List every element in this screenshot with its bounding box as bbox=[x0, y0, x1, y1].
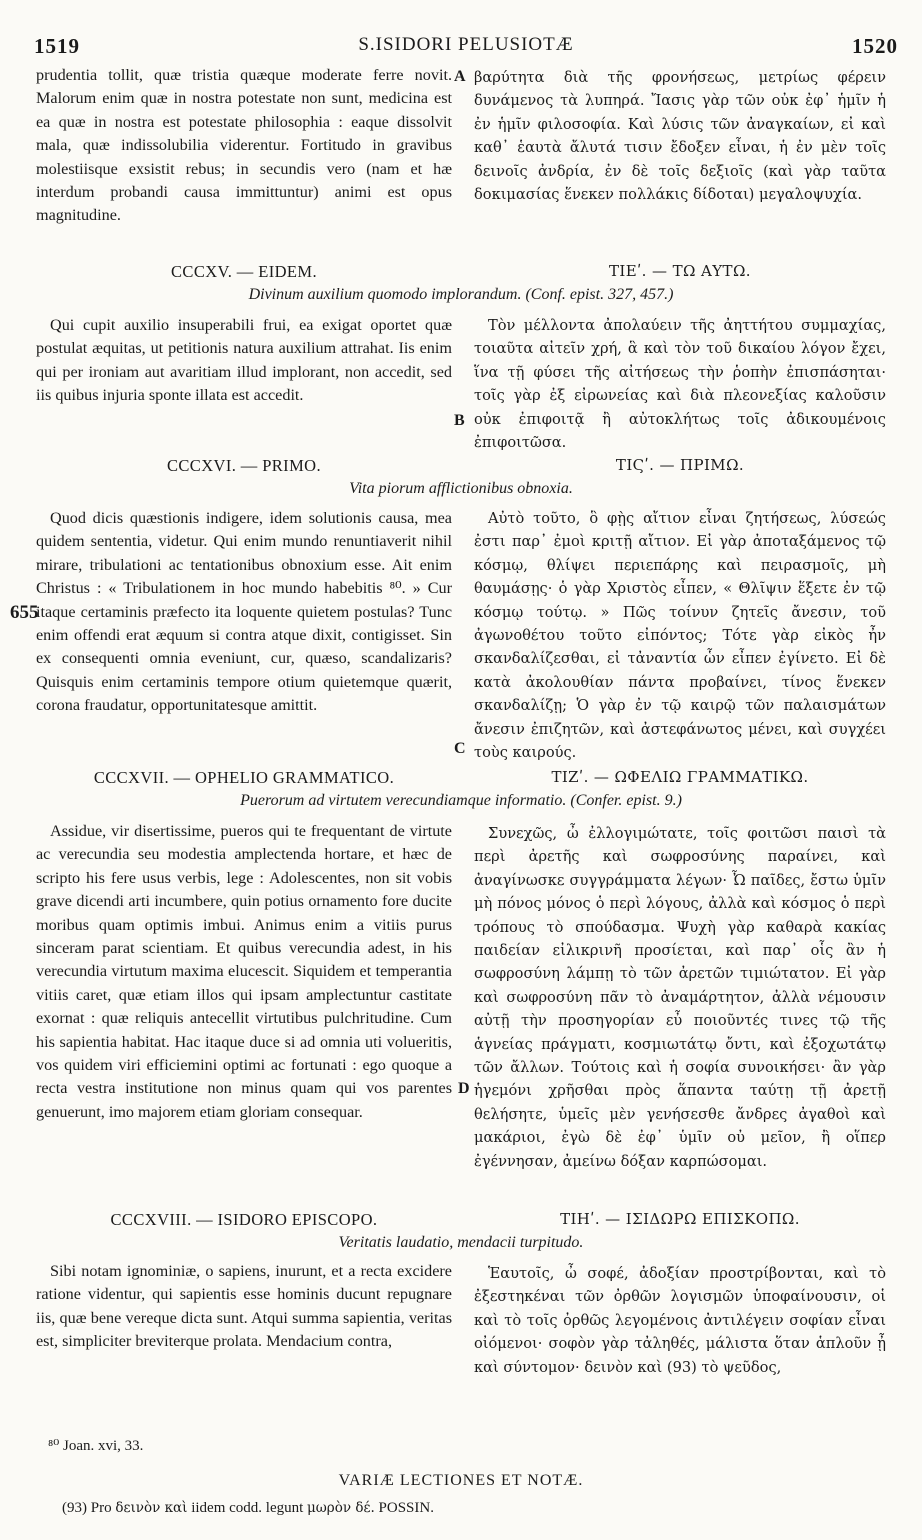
running-header bbox=[34, 34, 898, 62]
note-author: POSSIN. bbox=[378, 1500, 434, 1516]
letter-318-greek bbox=[474, 1262, 886, 1379]
note-greek-2: μωρὸν δέ. bbox=[307, 1500, 375, 1516]
margin-marker-b: B bbox=[454, 412, 465, 429]
letter-318-latin-text: Sibi notam ignominiæ, o sapiens, inurunt, et a recta excidere ratione videntur, qui sapientis esse hominis ducunt repugnare iis, quæ bene vereque dicta sunt. Atqui summa sapientia, veritas est, simpliciter breviterque prolata. Mendacium contra, bbox=[36, 1262, 452, 1351]
letter-318-subtitle: Veritatis laudatio, mendacii turpitudo. bbox=[338, 1234, 584, 1251]
margin-marker-a: A bbox=[454, 68, 466, 85]
note-greek-1: δεινὸν καὶ bbox=[115, 1500, 188, 1516]
letter-316-greek-text: Αὐτὸ τοῦτο, ὃ φῂς αἴτιον εἶναι ζητήσεως, λύσεώς ἐστι παρ᾽ ἐμοὶ κριτῇ αἴτιον. Εἰ γὰρ ἀποταξάμενος τῷ κόσμῳ, θλίψει περιεπάρης καὶ πειρασμοῖς, μὴ θαυμάσῃς· ὁ γὰρ Χριστὸς εἶπεν, « Θλῖψιν ἕξετε ἐν τῷ κόσμῳ τούτῳ. » Πῶς τοίνυν ζητεῖς ἄνεσιν, τοῦ ἀγωνοθέτου τοῦτο εἰπόντος; Τότε γὰρ εἰκὸς ἦν σκανδαλίζεσθαι, εἰ τἀναντία ὧν εἶπεν ἐγίνετο. Εἰ δὲ κατὰ ἀκολουθίαν πάντα προβαίνει, τίνος ἕνεκεν σκανδαλίζῃ; Ὁ γὰρ ἐν τῷ καιρῷ τῶν παλαισμάτων ἄνεσιν ἐπιζητῶν, καὶ ἀστεφάνωτος μένει, καὶ συγχέει τοὺς καιρούς. bbox=[474, 510, 886, 762]
letter-318-greek-text: Ἑαυτοῖς, ὦ σοφέ, ἀδοξίαν προστρίβονται, καὶ τὸ ἐξεστηκέναι τῶν ὀρθῶν λογισμῶν ὑποφαίνουσιν, οἱ καὶ τὸ τοῖς ὀρθῶς λεγομένοις ἀντιλέγειν σοφίαν εἶναι οἰόμενοι· σοφὸν γὰρ τἀληθές, μάλιστα ὅταν ἁπλοῦν ᾖ καὶ σύντομον· δεινὸν καὶ (93) τὸ ψεῦδος, bbox=[474, 1265, 886, 1376]
letter-316-subtitle: Vita piorum afflictionibus obnoxia. bbox=[349, 480, 573, 497]
letter-315-subtitle: Divinum auxilium quomodo implorandum. (Conf. epist. 327, 457.) bbox=[248, 286, 674, 303]
margin-marker-d: D bbox=[458, 1080, 470, 1097]
letter-316-latin-heading: CCCXVI. — PRIMO. bbox=[166, 456, 321, 475]
note-mid: iidem codd. legunt bbox=[191, 1500, 304, 1516]
note-number: (93) bbox=[62, 1500, 87, 1516]
letter-316-greek-heading: ΤΙϚʹ. — ΠΡΙΜΩ. bbox=[615, 456, 745, 474]
letter-315-greek bbox=[474, 314, 886, 454]
letter-315-latin bbox=[36, 314, 452, 408]
page-number-right: 1520 bbox=[852, 34, 898, 58]
letter-318-latin-heading: CCCXVIII. — ISIDORO EPISCOPO. bbox=[110, 1210, 378, 1229]
greek-continuation-text: βαρύτητα διὰ τῆς φρονήσεως, μετρίως φέρειν δυνάμενος τὰ λυπηρά. Ἴασις γὰρ τῶν οὐκ ἐφ᾽ ἡμῖν ἡ ἐν ἡμῖν φιλοσοφία. Καὶ λύσις τῶν ἀναγκαίων, εἰ καὶ καθ᾽ ἑαυτὰ ἄλυτά τισιν ἔδοξεν εἶναι, ἡ ἐν μὲν τοῖς δεινοῖς ἀνδρία, ἐν δὲ τοῖς δεξιοῖς (καὶ γὰρ ταῦτα δοκιμασίας ἕνεκεν πολλάκις δίδοται) μεγαλοψυχία. bbox=[474, 69, 886, 204]
note-pre: Pro bbox=[90, 1500, 112, 1516]
latin-continuation bbox=[36, 64, 452, 228]
letter-317-greek-heading: ΤΙΖʹ. — ΩΦΕΛΙΩ ΓΡΑΜΜΑΤΙΚΩ. bbox=[551, 768, 809, 786]
letter-317-latin bbox=[36, 820, 452, 1124]
letter-315-latin-heading: CCCXV. — EIDEM. bbox=[171, 262, 317, 281]
letter-316-latin-text: Quod dicis quæstionis indigere, idem solutionis causa, mea quidem sententia, videtur. Qui enim mundo renuntiaverit nihil mirare, tribulationi ac tentationibus obnoxium esse. Ait enim Christus : « Tribulationem in hoc mundo habebitis ⁸⁰. » Cur itaque certaminis præfecto ita loquente quietem postulas? Tunc enim offendi erat æquum si contra atque dixit, contigisset. Sin ex consequenti omnia eveniunt, cur, quæso, scandalizaris? Quisquis enim certaminis tempore otium quietemque quærit, corona fraudatur, opportunitatesque amittit. bbox=[36, 509, 452, 715]
footnote: ⁸⁰ Joan. xvi, 33. bbox=[48, 1438, 144, 1454]
margin-marker-c: C bbox=[454, 740, 466, 757]
letter-318-greek-heading: ΤΙΗʹ. — ΙΣΙΔΩΡΩ ΕΠΙΣΚΟΠΩ. bbox=[560, 1210, 800, 1228]
letter-318-latin bbox=[36, 1260, 452, 1354]
letter-317-latin-heading: CCCXVII. — OPHELIO GRAMMATICO. bbox=[93, 768, 395, 787]
letter-315-latin-text: Qui cupit auxilio insuperabili frui, ea exigat oportet quæ postulat æquitas, ut petitionis natura auxilium attrahat. Iis enim qui per ironiam aut avaritiam illud implorant, non accedit, sed iis quibus injuria sponte illata est accedit. bbox=[36, 316, 452, 405]
letter-317-subtitle: Puerorum ad virtutem verecundiamque informatio. (Confer. epist. 9.) bbox=[240, 792, 682, 809]
letter-315-greek-text: Τὸν μέλλοντα ἀπολαύειν τῆς ἀηττήτου συμμαχίας, τοιαῦτα αἰτεῖν χρή, ἃ καὶ τὸν τοῦ δικαίου λόγον ἔχει, ἵνα τῇ φύσει τῆς αἰτήσεως τὴν ῥοπὴν ἐπισπάσηται· τοῖς γὰρ ἐξ εἰρωνείας καὶ διὰ πλεονεξίας καλοῦσιν οὐκ ἐπιφοιτᾷ ἢ αὐτοκλήτως τοῖς ἀδικουμένοις ἐπιφοιτῶσα. bbox=[474, 317, 886, 452]
letter-316-greek bbox=[474, 507, 886, 764]
page-number-left: 1519 bbox=[34, 34, 80, 58]
greek-continuation bbox=[474, 66, 886, 206]
letter-317-greek bbox=[474, 822, 886, 1173]
notes-title: VARIÆ LECTIONES ET NOTÆ. bbox=[338, 1472, 584, 1489]
letter-316-latin bbox=[36, 507, 452, 718]
latin-continuation-text: prudentia tollit, quæ tristia quæque moderate ferre novit. Malorum enim quæ in nostra potestate non sunt, medicina est ea quæ in nostra est potestate philosophia : eaque dissolvit mala, quæ indissolubilia viderentur. Fortitudo in gravibus molestiisque exsistit rebus; in secundis vero (nam et hæ interdum probandi causa immittuntur) animi est opus magnitudine. bbox=[36, 66, 452, 225]
letter-315-greek-heading: ΤΙΕʹ. — ΤΩ ΑΥΤΩ. bbox=[609, 262, 751, 280]
running-title: S.ISIDORI PELUSIOTÆ bbox=[358, 34, 574, 55]
variant-note bbox=[62, 1500, 434, 1517]
letter-317-greek-text: Συνεχῶς, ὦ ἐλλογιμώτατε, τοῖς φοιτῶσι παισὶ τὰ περὶ ἀρετῆς καὶ σωφροσύνης παραίνει, καὶ ἀναγίνωσκε συγγράμματα λέγων· Ὦ παῖδες, ἔστω ὑμῖν μὴ πόνος μόνος ὁ περὶ λόγους, ἀλλὰ καὶ κόσμος ὁ περὶ τρόπους τὸ σπούδασμα. Ψυχὴ γὰρ καθαρὰ κακίας παιδείαν εἰλικρινῆ προσίεται, καὶ παρ᾽ οἷς ἂν ἡ σωφροσύνη λάμπῃ τὸ τῶν ἀρετῶν τιμιώτατον. Εἰ γὰρ καὶ σωφροσύνη πᾶν τὸ ἀναμάρτητον, ἀλλὰ νέμουσιν αὐτῇ τὴν προσηγορίαν εὖ ποιοῦντές τινες τῷ τῆς ἁγνείας πράγματι, κοσμιωτάτῳ ὄντι, καὶ ἐξοχωτάτῳ τῶν ἄλλων. Τούτοις καὶ ἡ σοφία συνοικήσει· ἂν γὰρ ἡγεμόνι χρῆσθαι πρὸς ἅπαντα ταύτῃ τῇ ἀρετῇ θελήσητε, ὑμεῖς μὲν γενήσεσθε ἄνδρες ἀγαθοὶ καὶ μακάριοι, ἐγὼ δὲ ἐφ᾽ ὑμῖν οὐ μεῖον, ἢ οἵπερ ἐγέννησαν, ἀμείνω δόξαν καρπώσομαι. bbox=[474, 825, 886, 1170]
column-number-655: 655 bbox=[10, 602, 39, 623]
letter-317-latin-text: Assidue, vir disertissime, pueros qui te frequentant de virtute ac verecundia seu modestia amplectenda hortare, et hæc de scripto his fere usus verbis, lege : Adolescentes, non sit vobis grave dicendi arti incumbere, quin potius ornamento fore ducite moribus quam optimis imbui. Animus enim a vitiis purus sinceram parat scientiam. Et quibus verecundia adest, in his verecundia virtutum maxima elucescit. Siquidem et temperantia vitiis caret, quæ etiam illos qui ipsam amplectuntur castitate exornat : quæ reliquis antecellit virtutibus pulchritudine. Cum his sapientia habitat. Hac itaque duce si ad omnia uti volueritis, vos quidem viri efficiemini optimi ac fortunati : ego quoque a recta vestra institutione non minus quam qui vos parentes genuerunt, imo majorem etiam gloriam consequar. bbox=[36, 822, 452, 1121]
